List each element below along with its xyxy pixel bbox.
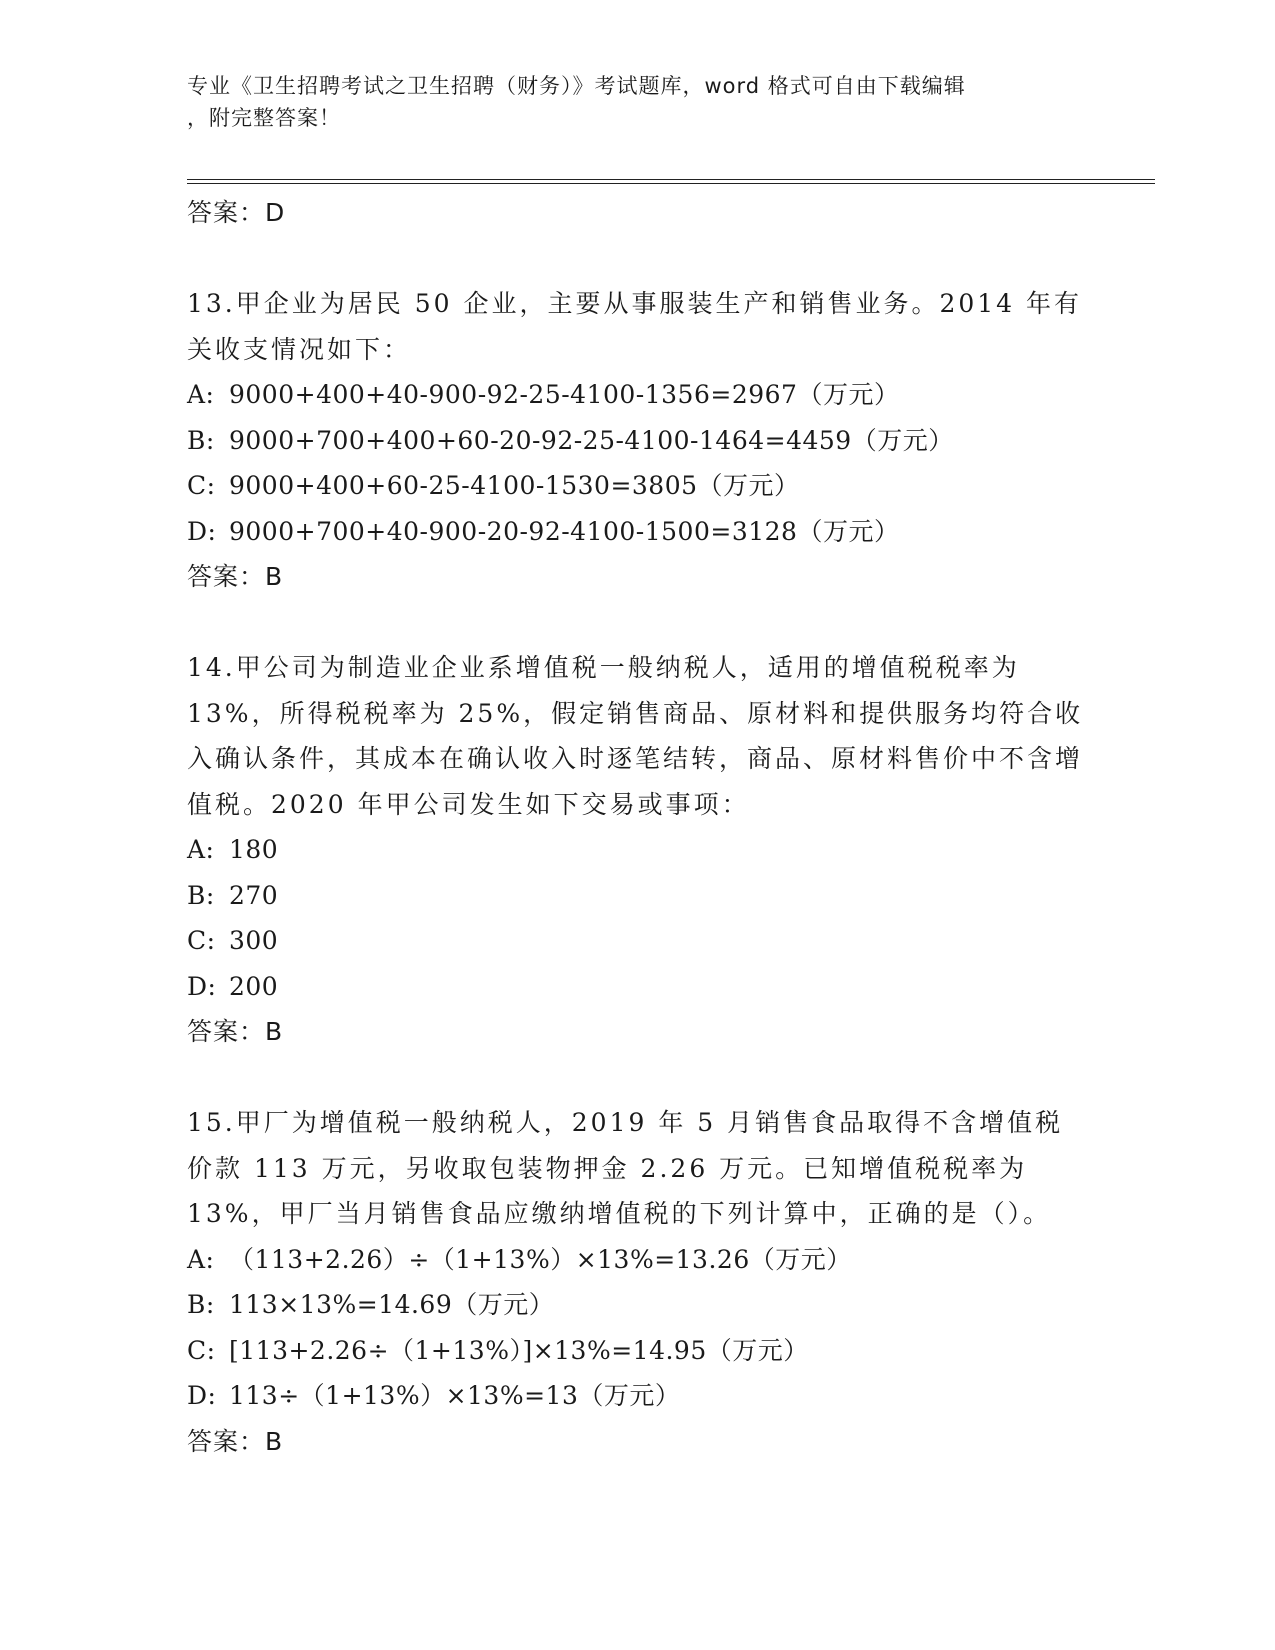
option-d <box>187 509 1087 555</box>
option-a <box>187 372 1087 418</box>
option-text: 180 <box>229 835 279 864</box>
question-stem: 14.甲公司为制造业企业系增值税一般纳税人，适用的增值税税率为 13%，所得税税率为 25%，假定销售商品、原材料和提供服务均符合收入确认条件，其成本在确认收入时逐笔结转，商品、原材料售价中不含增值税。2020 年甲公司发生如下交易或事项： <box>187 653 1084 819</box>
question-15 <box>187 1100 1087 1237</box>
option-c <box>187 463 1087 509</box>
option-letter: B: <box>187 425 215 455</box>
option-letter: D: <box>187 516 217 546</box>
answer-line: 答案：B <box>187 562 284 591</box>
option-text: 9000+700+400+60-20-92-25-4100-1464=4459（万元） <box>229 425 954 455</box>
option-text: 270 <box>229 880 279 910</box>
document-header <box>187 70 1087 134</box>
option-text: 9000+400+60-25-4100-1530=3805（万元） <box>229 471 800 500</box>
question-stem: 15.甲厂为增值税一般纳税人，2019 年 5 月销售食品取得不含增值税价款 113 万元，另收取包装物押金 2.26 万元。已知增值税税率为 13%，甲厂当月销售食品应缴纳增值税的下列计算中，正确的是（）。 <box>187 1108 1064 1228</box>
option-text: 300 <box>229 926 279 955</box>
option-letter: D: <box>187 1381 217 1410</box>
option-letter: B: <box>187 1290 215 1319</box>
header-line-1: 专业《卫生招聘考试之卫生招聘（财务）》考试题库，word 格式可自由下载编辑 <box>187 74 966 98</box>
option-c <box>187 1328 1087 1374</box>
option-b <box>187 1282 1087 1328</box>
option-d <box>187 1373 1087 1419</box>
header-divider-bottom <box>187 183 1155 184</box>
option-text: 113÷（1+13%）×13%=13（万元） <box>229 1381 681 1410</box>
option-a <box>187 827 1087 873</box>
option-text: [113+2.26÷（1+13%）]×13%=14.95（万元） <box>229 1335 809 1365</box>
answer-line: 答案：D <box>187 198 286 227</box>
option-text: （113+2.26）÷（1+13%）×13%=13.26（万元） <box>229 1244 852 1274</box>
question-stem: 13.甲企业为居民 50 企业，主要从事服装生产和销售业务。2014 年有关收支情况如下： <box>187 289 1083 364</box>
header-divider-top <box>187 179 1155 180</box>
option-text: 113×13%=14.69（万元） <box>229 1290 555 1319</box>
option-text: 9000+700+40-900-20-92-4100-1500=3128（万元） <box>229 516 900 546</box>
option-letter: A: <box>187 1244 215 1274</box>
option-letter: D: <box>187 971 217 1001</box>
option-letter: C: <box>187 926 216 955</box>
option-text: 9000+400+40-900-92-25-4100-1356=2967（万元） <box>229 380 900 409</box>
option-a <box>187 1237 1087 1283</box>
question-13 <box>187 281 1087 372</box>
option-letter: A: <box>187 835 215 864</box>
document-body <box>187 190 1087 1464</box>
option-text: 200 <box>229 971 279 1001</box>
option-b <box>187 873 1087 919</box>
option-b <box>187 418 1087 464</box>
answer-line: 答案：B <box>187 1017 284 1046</box>
option-letter: C: <box>187 471 216 500</box>
header-line-2: ，附完整答案！ <box>187 106 341 130</box>
option-letter: B: <box>187 880 215 910</box>
answer-line: 答案：B <box>187 1426 284 1456</box>
option-c <box>187 918 1087 964</box>
option-letter: A: <box>187 380 215 409</box>
option-letter: C: <box>187 1335 216 1365</box>
option-d <box>187 964 1087 1010</box>
question-14 <box>187 645 1087 827</box>
